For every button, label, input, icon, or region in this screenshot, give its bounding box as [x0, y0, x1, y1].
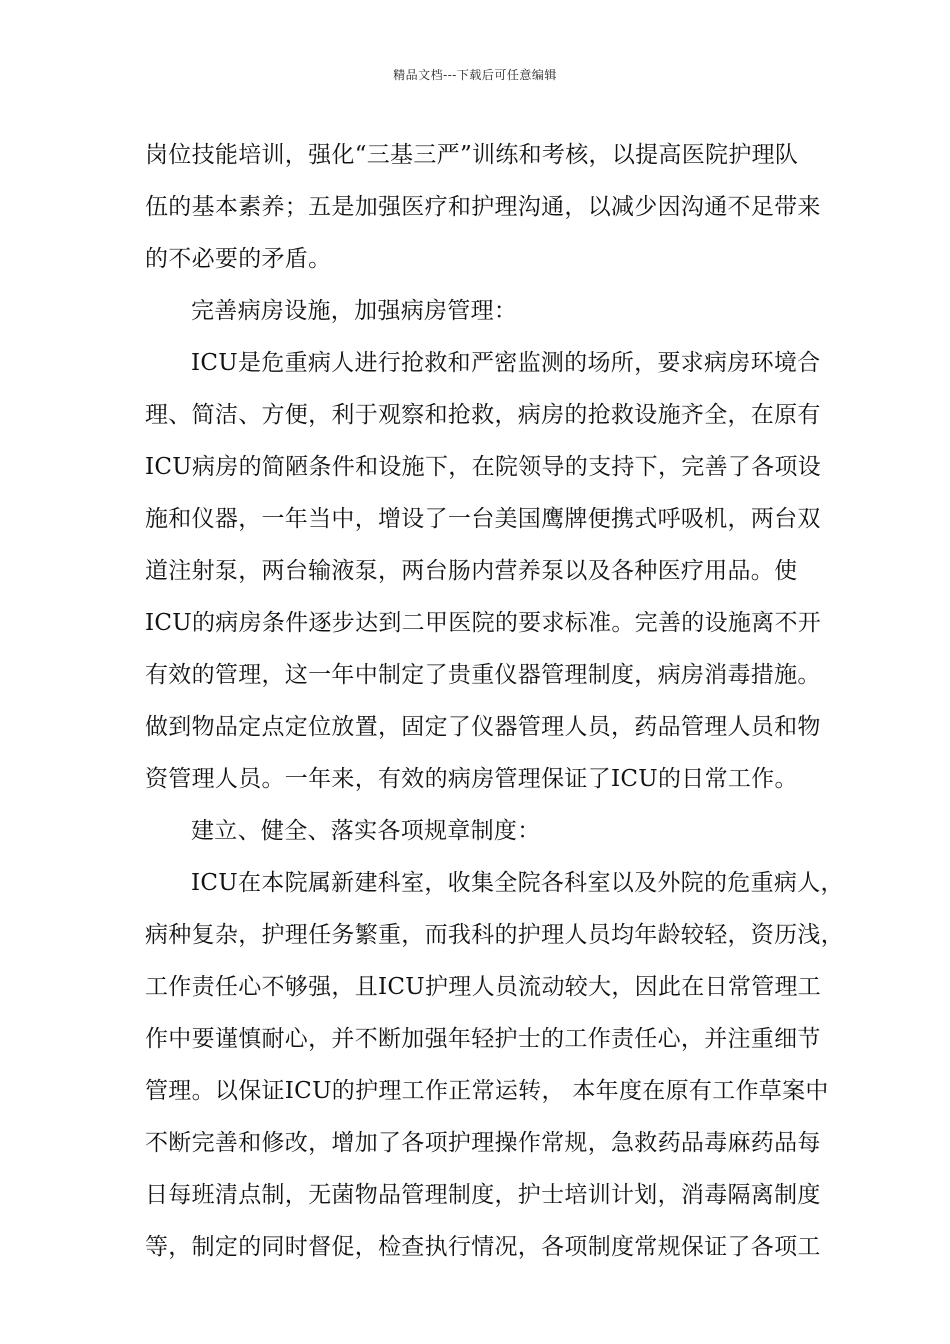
- text-line: ICU病房的简陋条件和设施下，在院领导的支持下，完善了各项设: [145, 454, 822, 480]
- text-line: 工作责任心不够强，且ICU护理人员流动较大，因此在日常管理工: [145, 974, 822, 1000]
- text-line: 有效的管理，这一年中制定了贵重仪器管理制度，病房消毒措施。: [145, 662, 821, 688]
- text-line: 管理。以保证ICU的护理工作正常运转， 本年度在原有工作草案中: [145, 1078, 829, 1104]
- text-line: ICU是危重病人进行抢救和严密监测的场所，要求病房环境合: [191, 350, 821, 376]
- section-heading: 完善病房设施，加强病房管理：: [191, 298, 518, 324]
- text-line: 岗位技能培训，强化“三基三严”训练和考核，以提高医院护理队: [145, 142, 799, 168]
- text-line: 理、简洁、方便，利于观察和抢救，病房的抢救设施齐全，在原有: [145, 402, 821, 428]
- text-line: 资管理人员。一年来，有效的病房管理保证了ICU的日常工作。: [145, 766, 798, 792]
- text-line: 做到物品定点定位放置，固定了仪器管理人员，药品管理人员和物: [145, 714, 821, 740]
- page-header: 精品文档---下载后可任意编辑: [393, 68, 557, 82]
- section-heading: 建立、健全、落实各项规章制度：: [191, 818, 541, 844]
- text-line: ICU在本院属新建科室，收集全院各科室以及外院的危重病人，: [191, 870, 844, 896]
- text-line: 不断完善和修改，增加了各项护理操作常规，急救药品毒麻药品每: [145, 1130, 821, 1156]
- text-line: 的不必要的矛盾。: [145, 246, 332, 272]
- document-body: [145, 129, 844, 1273]
- text-line: 道注射泵，两台输液泵，两台肠内营养泵以及各种医疗用品。使: [145, 558, 798, 584]
- text-line: 伍的基本素养；五是加强医疗和护理沟通，以减少因沟通不足带来: [145, 194, 821, 220]
- text-line: ICU的病房条件逐步达到二甲医院的要求标准。完善的设施离不开: [145, 610, 822, 636]
- text-line: 施和仪器，一年当中，增设了一台美国鹰牌便携式呼吸机，两台双: [145, 506, 821, 532]
- text-line: 等，制定的同时督促，检查执行情况，各项制度常规保证了各项工: [145, 1234, 821, 1260]
- text-line: 病种复杂，护理任务繁重，而我科的护理人员均年龄较轻，资历浅，: [145, 922, 844, 948]
- text-line: 作中要谨慎耐心，并不断加强年轻护士的工作责任心，并注重细节: [145, 1026, 821, 1052]
- text-line: 日每班清点制，无菌物品管理制度，护士培训计划，消毒隔离制度: [145, 1182, 821, 1208]
